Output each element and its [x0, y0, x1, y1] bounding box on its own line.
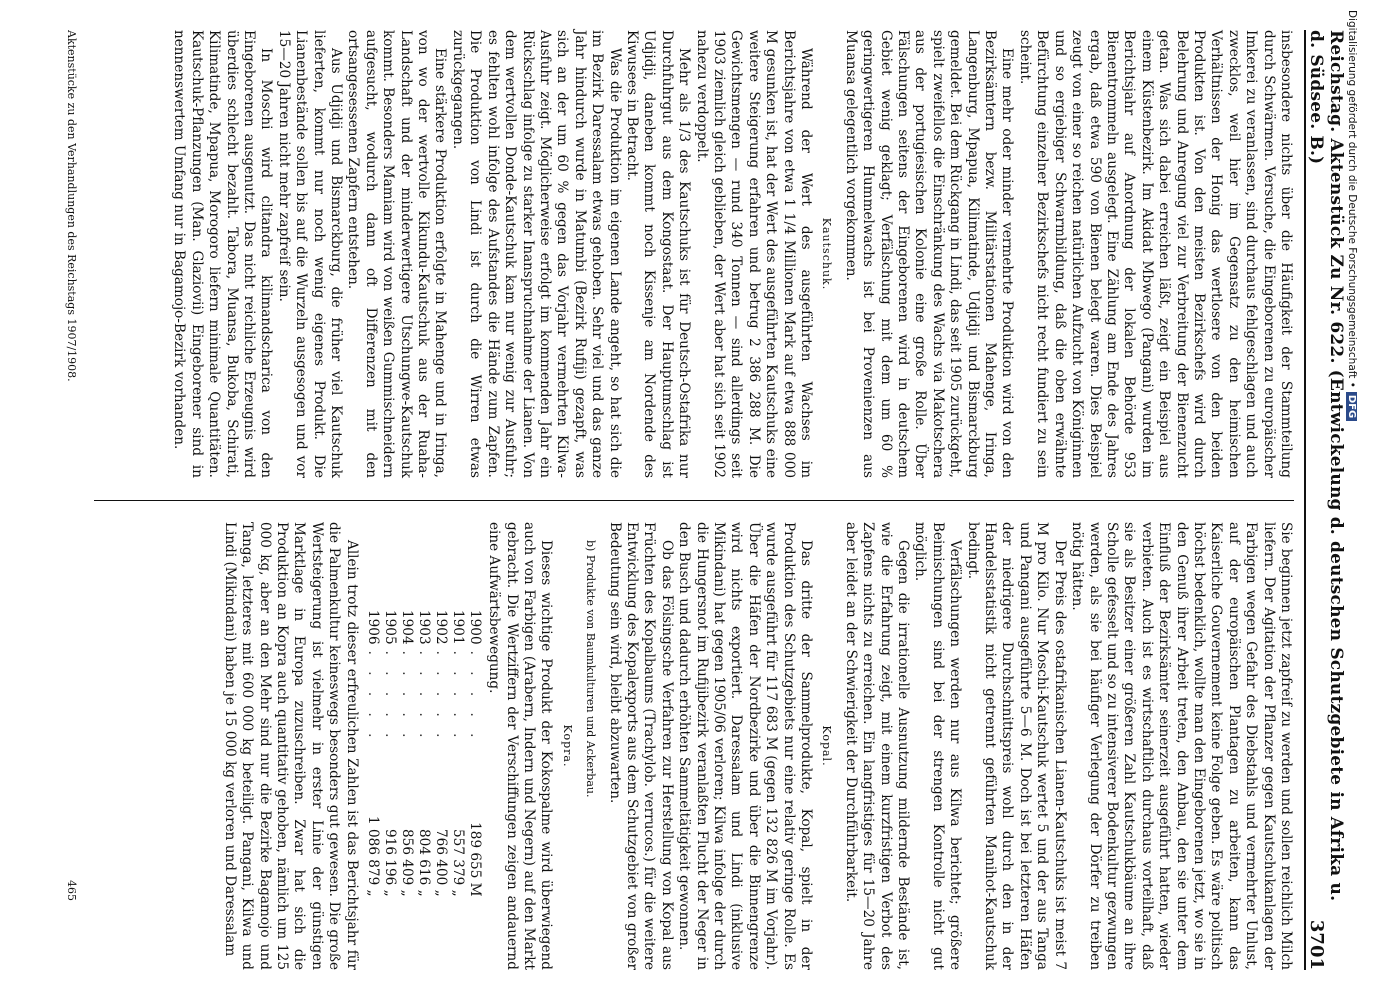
- page-number-top: 3701: [1306, 919, 1327, 970]
- kopra-value-table: [364, 610, 483, 903]
- page-number-bottom: 465: [65, 880, 78, 901]
- table-row: [432, 610, 449, 903]
- value-cell: 766 400 „: [432, 829, 449, 897]
- year-cell: 1903: [415, 610, 432, 645]
- year-cell: 1902: [432, 610, 449, 645]
- table-row: [381, 610, 398, 903]
- dot-leader: . . . . .: [466, 650, 483, 744]
- running-title: Reichstag. Aktenstück Zu Nr. 622. (Entwickelung d. deutschen Schutzgebiete in Afrika u. d. Südsee. B.): [1306, 30, 1346, 902]
- dot-leader: . . . . .: [398, 650, 415, 744]
- value-cell: 804 616 „: [415, 829, 432, 897]
- year-cell: 1905: [381, 610, 398, 645]
- dot-leader: . . . . .: [432, 650, 449, 744]
- dot-leader: . . . . .: [364, 650, 381, 744]
- paragraph: Eine stärkere Produktion erfolgte in Mahenge und in Iringa, von wo der wertvolle Kikundu-Kautschuk aus der Ruaha-Landschaft und der minderwertigere Utschungwe-Kautschuk kommt. Besonders Mamiam wird von weißen Gummischneidern aufgesucht, wodurch dann oft Differenzen mit den ortsangesessenen Zapfern entstehen.: [345, 30, 449, 478]
- year-cell: 1901: [449, 610, 466, 645]
- document-page: [40, 30, 1346, 970]
- paragraph: In Moschi wird clitandra kilimandscharica von den Eingeborenen ausgenutzt. Das nicht reichliche Erzeugnis wird überdies schlecht bezahlt. Tabora, Muansa, Bukoba, Schirati, Kilimatinde, Mpapua, Morogoro liefern minimale Quantitäten. Kautschuk-Pflanzungen (Man. Glaziovii) Eingeborener sind in nennenswertem Umfang nur in Bagamojo-Bezirk vorhanden.: [171, 30, 275, 478]
- left-column: [170, 30, 1294, 478]
- value-cell: 916 196 „: [381, 829, 398, 897]
- year-cell: 1900: [466, 610, 483, 645]
- paragraph: Der Preis des ostafrikanischen Lianen-Kautschuks ist meist 7 M pro Kilo. Nur Moschi-Kautschuk wertet 5 und der aus Tanga und Pangani ausgeführte 5—6 M. Doch ist bei letzteren Häfen der niedrigere Durchschnittspreis wohl durch den in der Handelsstatistik nicht getrennt geführten Manihot-Kautschuk bedingt.: [964, 522, 1068, 970]
- dot-leader: . . . . .: [381, 650, 398, 744]
- subsection-heading: b) Produkte von Baumkulturen und Ackerbau.: [584, 540, 598, 798]
- table-row: [415, 610, 432, 903]
- section-heading-kautschuk: Kautschuk.: [820, 217, 834, 291]
- paragraph: Was die Produktion im eigenen Lande angeht, so hat sich die im Bezirk Daressalam etwas gehoben. Sehr viel und das ganze Jahr hindurch wurde in Matumbi (Bezirk Rufiji) gezapft, was sich an der um 60 % gegen das Vorjahr vermehrten Kilwa-Ausfuhr zeigt. Möglicherweise erfolgt im kommenden Jahr ein Rückschlag infolge zu starker Inanspruchnahme der Lianen. Von dem wertvollen Donde-Kautschuk kam nur wenig zur Ausfuhr; es fehlten wohl infolge des Aufstandes die Hände zum Zapfen. Die Produktion von Lindi ist durch die Wirren etwas zurückgegangen.: [449, 30, 623, 478]
- section-heading-kopra: Kopra.: [560, 724, 574, 768]
- table-row: [449, 610, 466, 903]
- paragraph: Allein trotz dieser erfreulichen Zahlen ist das Berichtsjahr für die Palmenkultur keineswegs besonders gut gewesen. Die große Wertsteigerung ist vielmehr in erster Linie der günstigen Marktlage in Europa zuzuschreiben. Zwar hat sich die Produktion an Kopra auch quantitativ gehoben, nämlich um 125 000 kg, aber an den Mehr sind nur die Bezirke Bagamojo und Tanga, letzteres mit 600 000 kg beteiligt. Pangani, Kilwa und Lindi (Mikindani) haben je 15 000 kg verloren und Daressalam: [221, 522, 360, 970]
- section-heading-kopal: Kopal.: [820, 725, 834, 767]
- paragraph: Während der Wert des ausgeführten Wachses im Berichtsjahre von etwa 1 1/4 Millionen Mark auf etwa 888 000 M gesunken ist, hat der Wert des ausgeführten Kautschuks eine weitere Steigerung erfahren und betrug 2 386 288 M. Die Gewichtsmengen — rund 340 Tonnen — sind allerdings seit 1903 ziemlich gleich geblieben, der Wert aber hat sich seit 1902 nahezu verdoppelt.: [693, 30, 815, 478]
- right-column: [220, 522, 1294, 970]
- credit-text: Digitalisierung gefördert durch die Deutsche Forschungsgemeinschaft •: [1346, 10, 1358, 388]
- column-divider: [94, 500, 1294, 501]
- year-cell: 1904: [398, 610, 415, 645]
- table-row: [398, 610, 415, 903]
- value-cell: 1 086 879 „: [364, 816, 381, 897]
- paragraph: Sie beginnen jetzt zapfreif zu werden und sollen reichlich Milch liefern. Der Agitation der Pflanzer gegen Kautschukanlagen der Farbigen wegen Gefahr des Diebstahls und vermehrter Unlust, auf der europäischen Plantagen zu arbeiten, kann das Kaiserliche Gouvernement keine Folge geben. Es wäre politisch höchst bedenklich, wollte man den Eingeborenen jetzt, wo sie in den Genuß ihrer Arbeit treten, den Anbau, den sie unter dem Einfluß der Bezirksämter seinerzeit ausgeführt hatten, wieder verbieten. Auch ist es wirtschaftlich durchaus vorteilhaft, daß sie als Besitzer einer größeren Zahl Kautschukbäume an ihre Scholle gefesselt und so zu intensiverer Bodenkultur gezwungen werden, als sie bei häufiger Verlegung der Dörfer zu treiben nötig hätten.: [1069, 522, 1294, 970]
- year-cell: 1906: [364, 610, 381, 645]
- dot-leader: . . . . .: [449, 650, 466, 744]
- value-cell: 557 379 „: [449, 829, 466, 897]
- paragraph: Gegen die irrationelle Ausnutzung mildernde Bestände ist, wie die Erfahrung zeigt, mit einem kurzfristigen Verbot des Zapfens nichts zu erreichen. Ein langfristiges für 15—20 Jahre aber leidet an der Schwierigkeit der Durchführbarkeit.: [842, 522, 912, 970]
- footer-source: Aktenstücke zu den Verhandlungen des Reichstags 1907/1908.: [65, 30, 78, 382]
- table-row: [466, 610, 483, 903]
- digitization-credit: [1346, 10, 1358, 990]
- page-header: [1304, 30, 1346, 970]
- value-cell: 189 655 M: [466, 822, 483, 897]
- paragraph: Verfälschungen werden nur aus Kilwa berichtet; größere Beimischungen sind bei der strengen Kontrolle nicht gut möglich.: [912, 522, 964, 970]
- paragraph: Ob das Fölsingsche Verfahren zur Herstellung von Kopal aus Früchten des Kopalbaums (Trachylob. verrucos.) für die weitere Entwicklung des Kopalexports aus dem Schutzgebiet von großer Bedeutung sein wird, bleibt abzuwarten.: [606, 522, 675, 970]
- paragraph: Aus Udjidji und Bismarckburg, die früher viel Kautschuk lieferten, kommt nur noch wenig eigenes Produkt. Die Lianenbestände sollen bis auf die Wurzeln ausgesogen und vor 15—20 Jahren nicht mehr zapfreif sein.: [275, 30, 345, 478]
- table-row: [364, 610, 381, 903]
- paragraph: Dieses wichtige Produkt der Kokospalme wird überwiegend auch von Farbigen (Arabern, Indern und Negern) auf den Markt gebracht. Die Wertziffern der Verschiffungen zeigen andauernd eine Aufwärtsbewegung.: [486, 522, 555, 970]
- paragraph: insbesondere nichts über die Häufigkeit der Stammteilung durch Schwärmen. Versuche, die Eingeborenen zu europäischer Imkerei zu veranlassen, sind durchaus fehlgeschlagen und auch zwecklos, weil hier im Gegensatz zu den heimischen Verhältnissen der Honig das wertlosere von den beiden Produkten ist. Von den meisten Bezirkschefs wird durch Belehrung und Anregung viel zur Verbreitung der Bienenzucht getan. Was sich dabei erreichen läßt, zeigt ein Beispiel aus einem Küstenbezirk. Im Akidat Mbwego (Pangani) wurden im Berichtsjahr auf Anordnung der lokalen Behörde 953 Bienentrommeln ausgelegt. Eine Zählung am Ende des Jahres ergab, daß etwa 590 von Bienen belegt waren. Dies Beispiel zeugt von einer so reichen natürlichen Aufzucht von Königinnen und so ergiebiger Schwarmbildung, daß die oben erwähnte Befürchtung einzelner Bezirkschefs nicht recht fundiert zu sein scheint.: [1016, 30, 1294, 478]
- dot-leader: . . . . .: [415, 650, 432, 744]
- paragraph: Eine mehr oder minder vermehrte Produktion wird von den Bezirksämtern bezw. Militärstationen Mahenge, Iringa, Langenburg, Mpapua, Kilimatinde, Udjidji und Bismarckburg gemeldet. Bei dem Rückgang in Lindi, das seit 1905 zurückgeht, spielt zweifellos die Einschränkung des Wachs via Makotschera aus der portugiesischen Kolonie eine große Rolle. Über Fälschungen seitens der Eingeborenen wird in deutschem Gebiet wenig geklagt; Verfälschung mit dem um 60 % geringwertigeren Hummelwachs ist bei Provenienzen aus Muansa gelegentlich vorgekommen.: [842, 30, 1016, 478]
- dfg-logo: DFG: [1346, 392, 1357, 421]
- value-cell: 856 409 „: [398, 829, 415, 897]
- paragraph: Mehr als 1/3 des Kautschuks ist für Deutsch-Ostafrika nur Durchfuhrgut aus dem Kongostaat. Der Hauptumschlag ist Udjidji, daneben kommt noch Kissenje am Nordende des Kiwusees in Betracht.: [623, 30, 693, 478]
- paragraph: Das dritte der Sammelprodukte, Kopal, spielt in der Produktion des Schutzgebiets nur eine relativ geringe Rolle. Es wurde ausgeführt für 117 683 M (gegen 132 826 M im Vorjahr). Über die Häfen der Nordbezirke und über die Binnengrenze wird nichts exportiert. Daressalam und Lindi (inklusive Mikindani) hat gegen 1905/06 verloren; Kilwa infolge der durch die Hungersnot im Rufijibezirk veranlaßten Flucht der Neger in den Busch und dadurch erhöhten Sammeltätigkeit gewonnen.: [676, 522, 815, 970]
